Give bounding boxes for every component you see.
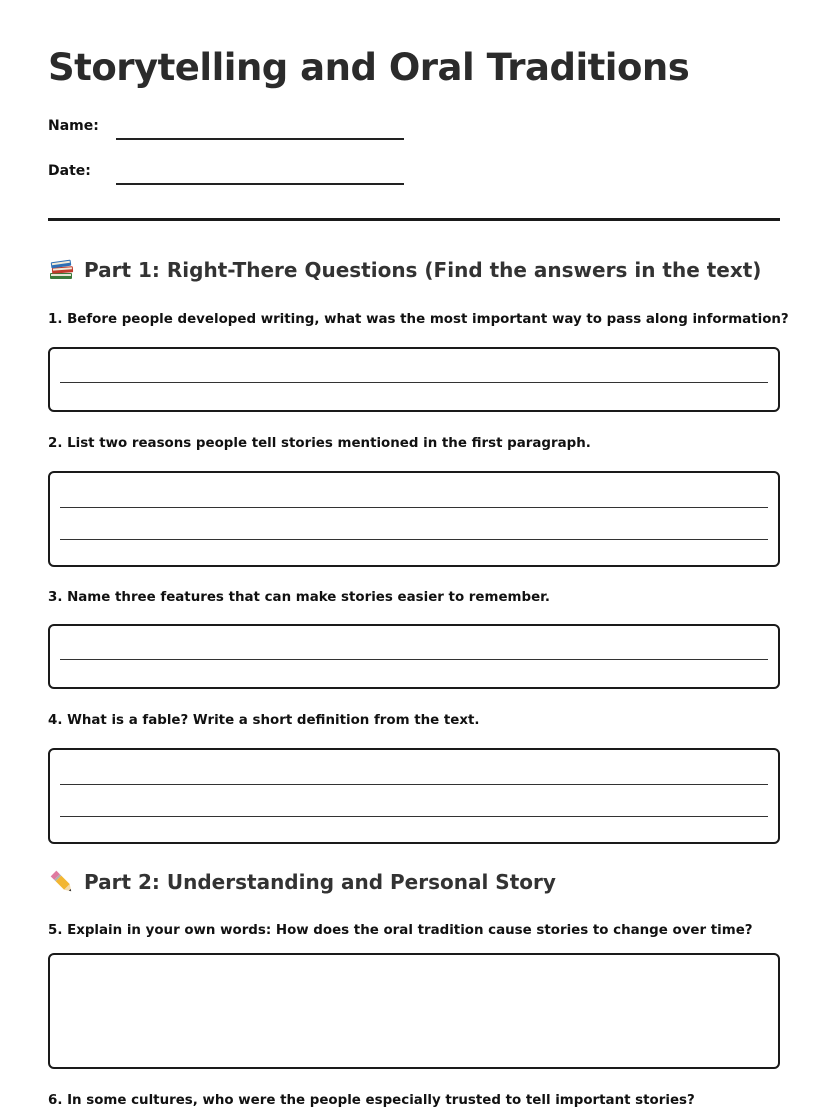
answer-line <box>60 659 768 660</box>
part1-heading <box>48 258 761 282</box>
date-field[interactable] <box>48 163 408 187</box>
question-3: 3. Name three features that can make stories easier to remember. <box>48 590 550 605</box>
date-underline[interactable] <box>116 183 404 185</box>
answer-line <box>60 816 768 817</box>
name-field[interactable] <box>48 118 408 142</box>
answer-box-3[interactable] <box>48 624 780 689</box>
question-5: 5. Explain in your own words: How does the oral tradition cause stories to change over time? <box>48 923 753 938</box>
part2-heading <box>48 870 556 894</box>
answer-box-2[interactable] <box>48 471 780 567</box>
date-label: Date: <box>48 163 91 179</box>
question-1: 1. Before people developed writing, what was the most important way to pass along information? <box>48 312 789 327</box>
answer-line <box>60 507 768 508</box>
pencil-icon <box>48 870 76 894</box>
header-divider <box>48 218 780 221</box>
answer-line <box>60 784 768 785</box>
part1-heading-text: Part 1: Right-There Questions (Find the answers in the text) <box>84 258 762 282</box>
name-label: Name: <box>48 118 99 134</box>
answer-line <box>60 539 768 540</box>
page-title: Storytelling and Oral Traditions <box>48 46 690 89</box>
question-4: 4. What is a fable? Write a short definition from the text. <box>48 713 480 728</box>
question-6: 6. In some cultures, who were the people especially trusted to tell important stories? <box>48 1093 695 1108</box>
answer-box-5[interactable] <box>48 953 780 1069</box>
name-underline[interactable] <box>116 138 404 140</box>
answer-line <box>60 382 768 383</box>
part2-heading-text: Part 2: Understanding and Personal Story <box>84 870 556 894</box>
question-2: 2. List two reasons people tell stories mentioned in the first paragraph. <box>48 436 591 451</box>
answer-box-1[interactable] <box>48 347 780 412</box>
books-icon <box>48 258 76 282</box>
answer-box-4[interactable] <box>48 748 780 844</box>
